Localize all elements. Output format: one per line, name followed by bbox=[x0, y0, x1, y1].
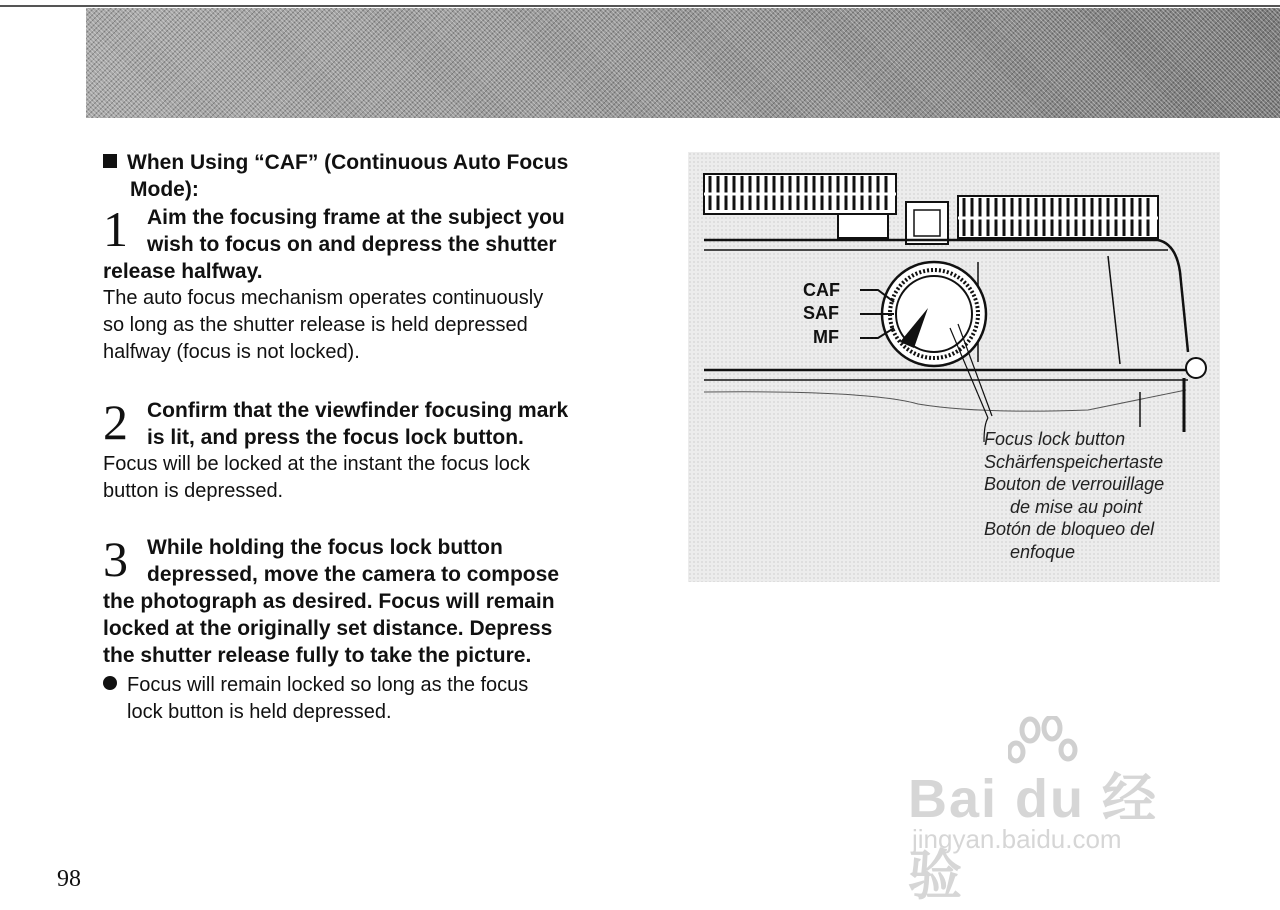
step-number: 2 bbox=[103, 394, 128, 450]
watermark bbox=[908, 716, 1208, 906]
step-instruction: While holding the focus lock button depressed, move the camera to compose the photograph as desired. Focus will remain locked at the originally set distance. Depress the shutter release fully to take the picture. bbox=[103, 536, 559, 667]
step-1 bbox=[103, 201, 643, 366]
figure-caption: Focus lock button Schärfenspeichertaste Bouton de verrouillage de mise au point Botón de bloqueo del enfoque bbox=[984, 429, 1165, 562]
mode-label-mf: MF bbox=[813, 327, 839, 347]
square-bullet-icon bbox=[103, 154, 117, 168]
round-bullet-icon bbox=[103, 676, 117, 690]
top-rule bbox=[0, 5, 1280, 7]
step-description: Focus will be locked at the instant the focus lock button is depressed. bbox=[103, 453, 530, 502]
step-number: 3 bbox=[103, 531, 128, 587]
camera-illustration bbox=[688, 152, 1220, 582]
mode-label-caf: CAF bbox=[803, 280, 840, 300]
step-number: 1 bbox=[103, 201, 128, 257]
mode-label-saf: SAF bbox=[803, 303, 839, 323]
note-bullet: Focus will remain locked so long as the focus lock button is held depressed. bbox=[103, 672, 643, 726]
step-instruction: Confirm that the viewfinder focusing mark is lit, and press the focus lock button. bbox=[147, 399, 569, 449]
page-number: 98 bbox=[57, 866, 81, 892]
step-instruction: Aim the focusing frame at the subject you wish to focus on and depress the shutter release halfway. bbox=[103, 206, 565, 283]
watermark-brand: Bai du 经验 bbox=[908, 769, 1159, 906]
step-3 bbox=[103, 531, 643, 669]
header-band bbox=[86, 8, 1280, 118]
section-heading: When Using “CAF” (Continuous Auto Focus Mode): bbox=[103, 149, 643, 203]
watermark-url: jingyan.baidu.com bbox=[912, 824, 1122, 854]
step-description: The auto focus mechanism operates continuously so long as the shutter release is held depressed halfway (focus is not locked). bbox=[103, 287, 544, 363]
step-2 bbox=[103, 394, 643, 505]
